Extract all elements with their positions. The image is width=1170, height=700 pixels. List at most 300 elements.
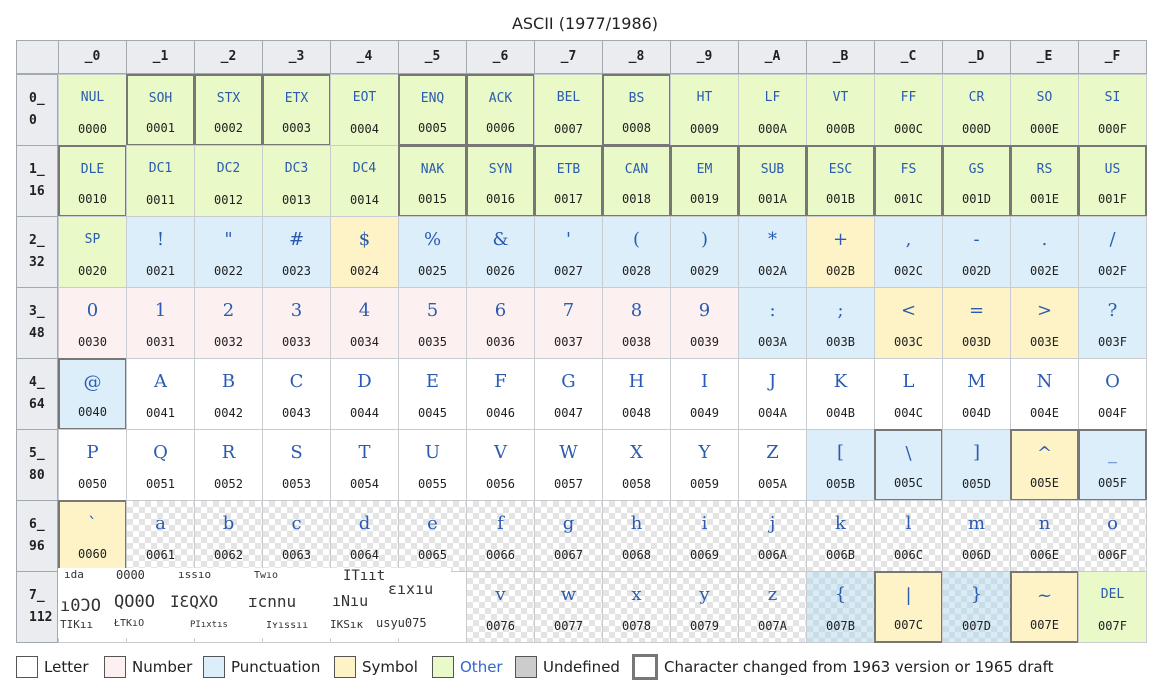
char-glyph: P (86, 442, 99, 463)
row-hex-label: 7_ (29, 588, 45, 603)
char-code: 0069 (690, 548, 719, 562)
char-code: 006C (894, 548, 923, 562)
char-cell (466, 429, 535, 501)
column-header: _F (1078, 40, 1147, 74)
char-code: 001E (1030, 192, 1059, 206)
char-code: 0018 (622, 192, 651, 206)
char-code: 0031 (146, 335, 175, 349)
row-decimal-label: 32 (29, 255, 45, 270)
char-glyph: = (968, 300, 985, 321)
char-code: 000F (1098, 122, 1127, 136)
char-code: 002A (758, 264, 787, 278)
char-glyph: SP (84, 232, 101, 247)
char-code: 0034 (350, 335, 379, 349)
char-glyph: SOH (148, 91, 173, 106)
char-code: 0019 (690, 192, 719, 206)
char-code: 0050 (78, 477, 107, 491)
char-cell (330, 358, 399, 430)
char-glyph: @ (83, 372, 102, 393)
char-glyph: EOT (352, 90, 377, 105)
row-header (16, 74, 58, 146)
char-cell (262, 145, 331, 217)
char-glyph: S (290, 442, 303, 463)
char-cell (874, 500, 943, 572)
char-cell (1078, 145, 1147, 217)
char-cell (330, 74, 399, 146)
char-glyph: w (560, 584, 577, 605)
char-code: 0065 (418, 548, 447, 562)
char-cell (874, 145, 943, 217)
char-glyph: US (1104, 162, 1121, 177)
legend-swatch (104, 656, 126, 678)
char-cell (1010, 216, 1079, 288)
legend-swatch (515, 656, 537, 678)
char-glyph: a (155, 513, 166, 534)
char-glyph: GS (968, 162, 985, 177)
char-cell (466, 571, 535, 643)
char-code: 004F (1098, 406, 1127, 420)
char-cell (1078, 429, 1147, 501)
char-code: 004A (758, 406, 787, 420)
char-code: 003B (826, 335, 855, 349)
char-code: 005B (826, 477, 855, 491)
char-cell (670, 216, 739, 288)
char-code: 0054 (350, 477, 379, 491)
char-code: 0030 (78, 335, 107, 349)
row-hex-label: 3_ (29, 304, 45, 319)
char-cell (942, 571, 1011, 643)
char-code: 0063 (282, 548, 311, 562)
char-code: 006B (826, 548, 855, 562)
char-cell (398, 74, 467, 146)
char-glyph: 7 (562, 300, 575, 321)
char-code: 002F (1098, 264, 1127, 278)
char-glyph: U (424, 442, 441, 463)
char-code: 0016 (486, 192, 515, 206)
char-code: 0042 (214, 406, 243, 420)
char-cell (534, 74, 603, 146)
char-cell (738, 571, 807, 643)
char-cell (1010, 287, 1079, 359)
char-cell (602, 74, 671, 146)
char-glyph: _ (1108, 443, 1117, 464)
column-header: _5 (398, 40, 467, 74)
row-decimal-label: 64 (29, 397, 45, 412)
char-glyph: 9 (698, 300, 711, 321)
row-hex-label: 6_ (29, 517, 45, 532)
char-cell (466, 358, 535, 430)
char-glyph: > (1036, 300, 1053, 321)
char-glyph: c (291, 513, 302, 534)
char-code: 005A (758, 477, 787, 491)
char-glyph: E (425, 371, 440, 392)
char-code: 0024 (350, 264, 379, 278)
char-code: 0060 (78, 547, 107, 561)
char-code: 0003 (282, 121, 311, 135)
row-header (16, 216, 58, 288)
char-cell (398, 216, 467, 288)
legend-swatch (432, 656, 454, 678)
char-glyph: V (494, 442, 507, 463)
char-cell (738, 287, 807, 359)
char-cell (1010, 145, 1079, 217)
char-cell (670, 358, 739, 430)
column-header: _E (1010, 40, 1079, 74)
char-cell (602, 500, 671, 572)
char-glyph: b (222, 513, 235, 534)
char-code: 000E (1030, 122, 1059, 136)
char-code: 0059 (690, 477, 719, 491)
char-cell (1010, 571, 1079, 643)
char-cell (534, 571, 603, 643)
row-hex-label: 1_ (29, 162, 45, 177)
char-cell (874, 74, 943, 146)
char-glyph: $ (358, 229, 371, 250)
char-cell (534, 358, 603, 430)
char-glyph: : (769, 300, 776, 321)
char-cell (942, 500, 1011, 572)
char-cell (602, 429, 671, 501)
char-glyph: & (492, 229, 509, 250)
char-glyph: m (967, 513, 986, 534)
char-code: 006D (962, 548, 991, 562)
smudged-text: ITııt (343, 568, 386, 584)
char-code: 007E (1030, 618, 1059, 632)
char-code: 0026 (486, 264, 515, 278)
char-glyph: DEL (1100, 587, 1125, 602)
legend-label: Character changed from 1963 version or 1965 draft (664, 658, 1054, 676)
char-cell (466, 145, 535, 217)
char-glyph: FS (900, 162, 917, 177)
char-glyph: O (1105, 371, 1120, 392)
char-code: 0039 (690, 335, 719, 349)
char-code: 0013 (282, 193, 311, 207)
char-cell (942, 429, 1011, 501)
char-glyph: STX (216, 91, 241, 106)
column-header: _0 (58, 40, 127, 74)
char-glyph: ; (837, 300, 844, 321)
char-code: 003C (894, 335, 923, 349)
char-cell (670, 145, 739, 217)
char-code: 006F (1098, 548, 1127, 562)
char-cell (738, 429, 807, 501)
char-cell (466, 216, 535, 288)
char-glyph: x (631, 584, 642, 605)
char-glyph: } (970, 584, 983, 605)
char-code: 0004 (350, 122, 379, 136)
char-code: 0053 (282, 477, 311, 491)
char-code: 0066 (486, 548, 515, 562)
char-glyph: Q (153, 442, 168, 463)
smudged-text: usyu075 (376, 616, 427, 630)
char-glyph: 0 (86, 300, 99, 321)
char-glyph: 6 (494, 300, 507, 321)
char-code: 0040 (78, 405, 107, 419)
legend-label[interactable]: Other (460, 658, 503, 676)
char-code: 006A (758, 548, 787, 562)
char-glyph: B (221, 371, 236, 392)
char-code: 0062 (214, 548, 243, 562)
legend-swatch (632, 654, 658, 680)
char-code: 0025 (418, 264, 447, 278)
char-cell (670, 429, 739, 501)
char-glyph: ^ (1036, 443, 1053, 464)
char-glyph: v (495, 584, 506, 605)
char-cell (194, 429, 263, 501)
char-glyph: % (423, 229, 442, 250)
char-cell (534, 500, 603, 572)
char-cell (1078, 500, 1147, 572)
char-code: 003A (758, 335, 787, 349)
char-glyph: J (768, 371, 777, 392)
char-code: 004D (962, 406, 991, 420)
char-cell (806, 74, 875, 146)
char-cell (194, 145, 263, 217)
char-cell (126, 358, 195, 430)
char-code: 007B (826, 619, 855, 633)
char-glyph: Y (698, 442, 711, 463)
smudged-text: ıda (64, 568, 84, 581)
char-code: 0001 (146, 121, 175, 135)
smudged-text: ıNıu (332, 592, 369, 610)
smudged-text: Twıo (254, 570, 279, 581)
char-cell (1010, 500, 1079, 572)
char-cell (398, 358, 467, 430)
legend-label: Undefined (543, 658, 620, 676)
char-glyph: HT (696, 90, 713, 105)
char-cell (738, 216, 807, 288)
char-code: 0022 (214, 264, 243, 278)
column-header: _A (738, 40, 807, 74)
char-code: 0035 (418, 335, 447, 349)
char-glyph: - (973, 229, 980, 250)
char-cell (194, 287, 263, 359)
char-code: 005C (894, 476, 923, 490)
row-decimal-label: 48 (29, 326, 45, 341)
char-cell (126, 145, 195, 217)
column-header: _2 (194, 40, 263, 74)
char-code: 001C (894, 192, 923, 206)
char-cell (466, 74, 535, 146)
char-cell (126, 74, 195, 146)
char-cell (330, 429, 399, 501)
char-code: 0079 (690, 619, 719, 633)
char-glyph: # (288, 229, 305, 250)
char-code: 003F (1098, 335, 1127, 349)
char-cell (602, 216, 671, 288)
legend-label: Letter (44, 658, 89, 676)
char-glyph: CR (968, 90, 985, 105)
smudged-text: ɛıxıu (388, 580, 434, 598)
char-cell (602, 358, 671, 430)
char-cell (942, 216, 1011, 288)
char-cell (58, 429, 127, 501)
char-code: 0009 (690, 122, 719, 136)
char-glyph: y (699, 584, 710, 605)
char-code: 001A (758, 192, 787, 206)
column-header: _7 (534, 40, 603, 74)
char-code: 0015 (418, 192, 447, 206)
char-cell (58, 74, 127, 146)
char-code: 0010 (78, 192, 107, 206)
row-header (16, 571, 58, 643)
char-cell (806, 216, 875, 288)
char-cell (942, 287, 1011, 359)
char-code: 0061 (146, 548, 175, 562)
char-glyph: M (967, 371, 986, 392)
ascii-code-chart (16, 40, 1138, 637)
char-glyph: LF (764, 90, 781, 105)
char-code: 0041 (146, 406, 175, 420)
char-glyph: EM (696, 162, 713, 177)
char-glyph: K (833, 371, 848, 392)
char-glyph: g (562, 513, 575, 534)
smudged-text: 0000 (116, 568, 145, 582)
column-header: _3 (262, 40, 331, 74)
char-glyph: DC4 (352, 161, 377, 176)
smudged-text: ŁTKıO (114, 618, 145, 629)
char-cell (330, 500, 399, 572)
row-header (16, 145, 58, 217)
char-glyph: j (769, 513, 776, 534)
row-decimal-label: 16 (29, 184, 45, 199)
char-code: 0077 (554, 619, 583, 633)
char-cell (602, 287, 671, 359)
char-cell (874, 571, 943, 643)
char-code: 004B (826, 406, 855, 420)
char-cell (806, 429, 875, 501)
char-cell (262, 358, 331, 430)
char-glyph: ACK (488, 91, 513, 106)
char-code: 0020 (78, 264, 107, 278)
char-cell (806, 358, 875, 430)
char-code: 0027 (554, 264, 583, 278)
char-cell (1010, 74, 1079, 146)
char-glyph: G (561, 371, 576, 392)
char-code: 0046 (486, 406, 515, 420)
column-header: _6 (466, 40, 535, 74)
char-glyph: H (628, 371, 645, 392)
column-header: _1 (126, 40, 195, 74)
legend-swatch (334, 656, 356, 678)
char-cell (1078, 571, 1147, 643)
char-cell (466, 500, 535, 572)
char-code: 0005 (418, 121, 447, 135)
char-glyph: 1 (154, 300, 167, 321)
char-code: 0011 (146, 193, 175, 207)
char-code: 0055 (418, 477, 447, 491)
char-code: 002B (826, 264, 855, 278)
column-header: _9 (670, 40, 739, 74)
char-code: 002E (1030, 264, 1059, 278)
char-cell (262, 74, 331, 146)
char-code: 0049 (690, 406, 719, 420)
char-glyph: + (832, 229, 849, 250)
char-cell (398, 287, 467, 359)
corner-header-cell (16, 40, 59, 74)
char-cell (874, 287, 943, 359)
char-code: 001B (826, 192, 855, 206)
smudged-text: ı0ƆO (60, 596, 101, 616)
char-cell (942, 145, 1011, 217)
char-glyph: L (902, 371, 915, 392)
legend-label: Punctuation (231, 658, 321, 676)
char-code: 0043 (282, 406, 311, 420)
char-glyph: T (358, 442, 371, 463)
char-code: 0006 (486, 121, 515, 135)
char-cell (738, 74, 807, 146)
char-glyph: ENQ (420, 91, 445, 106)
row-decimal-label: 0 (29, 113, 37, 128)
char-cell (670, 500, 739, 572)
char-glyph: NAK (420, 162, 445, 177)
char-code: 0021 (146, 264, 175, 278)
char-code: 006E (1030, 548, 1059, 562)
char-cell (874, 358, 943, 430)
char-cell (126, 216, 195, 288)
char-glyph: FF (900, 90, 917, 105)
char-glyph: ` (88, 514, 97, 535)
char-cell (58, 216, 127, 288)
char-glyph: 4 (358, 300, 371, 321)
char-glyph: i (701, 513, 708, 534)
char-cell (670, 74, 739, 146)
char-glyph: DC1 (148, 161, 173, 176)
row-decimal-label: 112 (29, 610, 53, 625)
smudged-text: ıssıo (178, 568, 212, 581)
char-glyph: DC3 (284, 161, 309, 176)
char-cell (738, 145, 807, 217)
char-glyph: 2 (222, 300, 235, 321)
table-title: ASCII (1977/1986) (511, 14, 659, 33)
char-code: 0014 (350, 193, 379, 207)
column-header: _B (806, 40, 875, 74)
char-glyph: ? (1107, 300, 1118, 321)
smudged-text: ɪcnnu (248, 592, 297, 611)
row-hex-label: 4_ (29, 375, 45, 390)
char-cell (738, 500, 807, 572)
char-glyph: k (835, 513, 846, 534)
char-code: 000C (894, 122, 923, 136)
char-code: 0007 (554, 122, 583, 136)
char-cell (806, 287, 875, 359)
char-cell (194, 74, 263, 146)
char-glyph: ETX (284, 91, 309, 106)
char-glyph: RS (1036, 162, 1053, 177)
smudged-text: PIıxtıs (190, 620, 228, 630)
char-cell (330, 287, 399, 359)
char-cell (806, 571, 875, 643)
char-code: 000B (826, 122, 855, 136)
char-cell (534, 287, 603, 359)
char-cell (806, 145, 875, 217)
char-cell (534, 429, 603, 501)
char-cell (942, 358, 1011, 430)
char-code: 0036 (486, 335, 515, 349)
char-glyph: R (221, 442, 236, 463)
smudged-text: Iʏıssıı (266, 620, 309, 631)
char-code: 0028 (622, 264, 651, 278)
row-header (16, 358, 58, 430)
char-glyph: N (1036, 371, 1053, 392)
char-cell (194, 216, 263, 288)
char-cell (738, 358, 807, 430)
char-glyph: l (905, 513, 912, 534)
char-glyph: SO (1036, 90, 1053, 105)
char-glyph: n (1038, 513, 1051, 534)
char-glyph: { (834, 584, 847, 605)
char-cell (1010, 358, 1079, 430)
